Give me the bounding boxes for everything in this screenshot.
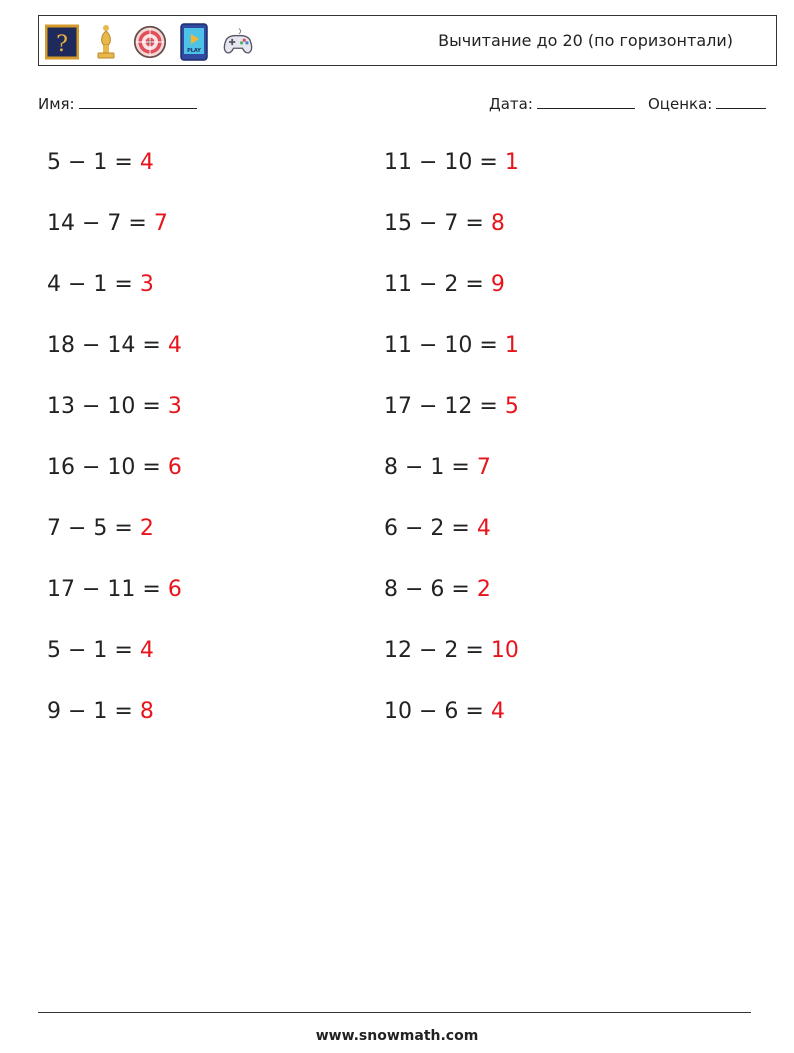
chess-bishop-icon <box>89 23 123 61</box>
grade-label: Оценка: <box>648 95 713 113</box>
problem-item <box>384 577 491 603</box>
problem-expression: 7 − 5 = <box>47 516 133 541</box>
problem-answer: 4 <box>167 333 182 358</box>
date-label: Дата: <box>489 95 533 113</box>
problem-expression: 11 − 2 = <box>384 272 484 297</box>
problem-answer: 8 <box>139 699 154 724</box>
problem-expression: 18 − 14 = <box>47 333 161 358</box>
problem-item <box>384 394 519 420</box>
problem-item <box>384 699 505 725</box>
worksheet-title: Вычитание до 20 (по горизонтали) <box>438 31 733 50</box>
date-blank[interactable] <box>537 94 635 109</box>
problem-item <box>384 150 519 176</box>
header-box <box>38 15 777 66</box>
problem-item <box>47 394 182 420</box>
problem-expression: 6 − 2 = <box>384 516 470 541</box>
problem-answer: 1 <box>504 150 519 175</box>
problem-answer: 3 <box>167 394 182 419</box>
problem-answer: 5 <box>504 394 519 419</box>
date-field <box>489 94 635 113</box>
problem-expression: 5 − 1 = <box>47 638 133 663</box>
problem-expression: 8 − 6 = <box>384 577 470 602</box>
problem-answer: 8 <box>490 211 505 236</box>
problem-item <box>47 211 168 237</box>
problem-answer: 6 <box>167 455 182 480</box>
problem-expression: 8 − 1 = <box>384 455 470 480</box>
problem-expression: 17 − 12 = <box>384 394 498 419</box>
svg-text:?: ? <box>56 32 68 57</box>
tablet-play-icon <box>177 23 211 61</box>
problem-item <box>47 516 154 542</box>
name-field <box>38 94 197 113</box>
problem-item <box>47 638 154 664</box>
question-mark-icon <box>45 23 79 61</box>
footer-divider <box>38 1012 751 1013</box>
problem-expression: 9 − 1 = <box>47 699 133 724</box>
problem-expression: 17 − 11 = <box>47 577 161 602</box>
problem-expression: 10 − 6 = <box>384 699 484 724</box>
grade-field <box>648 94 766 113</box>
name-label: Имя: <box>38 95 75 113</box>
problem-answer: 1 <box>504 333 519 358</box>
problem-item <box>47 333 182 359</box>
footer-url[interactable]: www.snowmath.com <box>315 1028 479 1044</box>
problem-item <box>384 516 491 542</box>
problem-item <box>384 638 519 664</box>
problem-expression: 13 − 10 = <box>47 394 161 419</box>
problem-answer: 2 <box>476 577 491 602</box>
problem-expression: 16 − 10 = <box>47 455 161 480</box>
problem-item <box>47 699 154 725</box>
problem-item <box>47 577 182 603</box>
problem-answer: 4 <box>139 638 154 663</box>
problem-item <box>47 272 154 298</box>
problem-answer: 9 <box>490 272 505 297</box>
problem-answer: 4 <box>490 699 505 724</box>
problem-expression: 11 − 10 = <box>384 150 498 175</box>
problem-answer: 3 <box>139 272 154 297</box>
problem-expression: 14 − 7 = <box>47 211 147 236</box>
problem-answer: 6 <box>167 577 182 602</box>
header-icons <box>45 23 255 61</box>
problem-item <box>384 455 491 481</box>
problem-item <box>47 150 154 176</box>
gamepad-icon <box>221 23 255 61</box>
problem-expression: 5 − 1 = <box>47 150 133 175</box>
problem-item <box>384 211 505 237</box>
problem-answer: 7 <box>153 211 168 236</box>
problem-answer: 7 <box>476 455 491 480</box>
problem-answer: 4 <box>476 516 491 541</box>
problem-answer: 2 <box>139 516 154 541</box>
problem-item <box>47 455 182 481</box>
problem-expression: 4 − 1 = <box>47 272 133 297</box>
problem-item <box>384 333 519 359</box>
svg-text:PLAY: PLAY <box>187 48 201 54</box>
name-blank[interactable] <box>79 94 197 109</box>
problem-answer: 4 <box>139 150 154 175</box>
problem-item <box>384 272 505 298</box>
grade-blank[interactable] <box>716 94 766 109</box>
problem-expression: 15 − 7 = <box>384 211 484 236</box>
problem-answer: 10 <box>490 638 519 663</box>
problem-expression: 11 − 10 = <box>384 333 498 358</box>
problem-expression: 12 − 2 = <box>384 638 484 663</box>
dartboard-icon <box>133 23 167 61</box>
